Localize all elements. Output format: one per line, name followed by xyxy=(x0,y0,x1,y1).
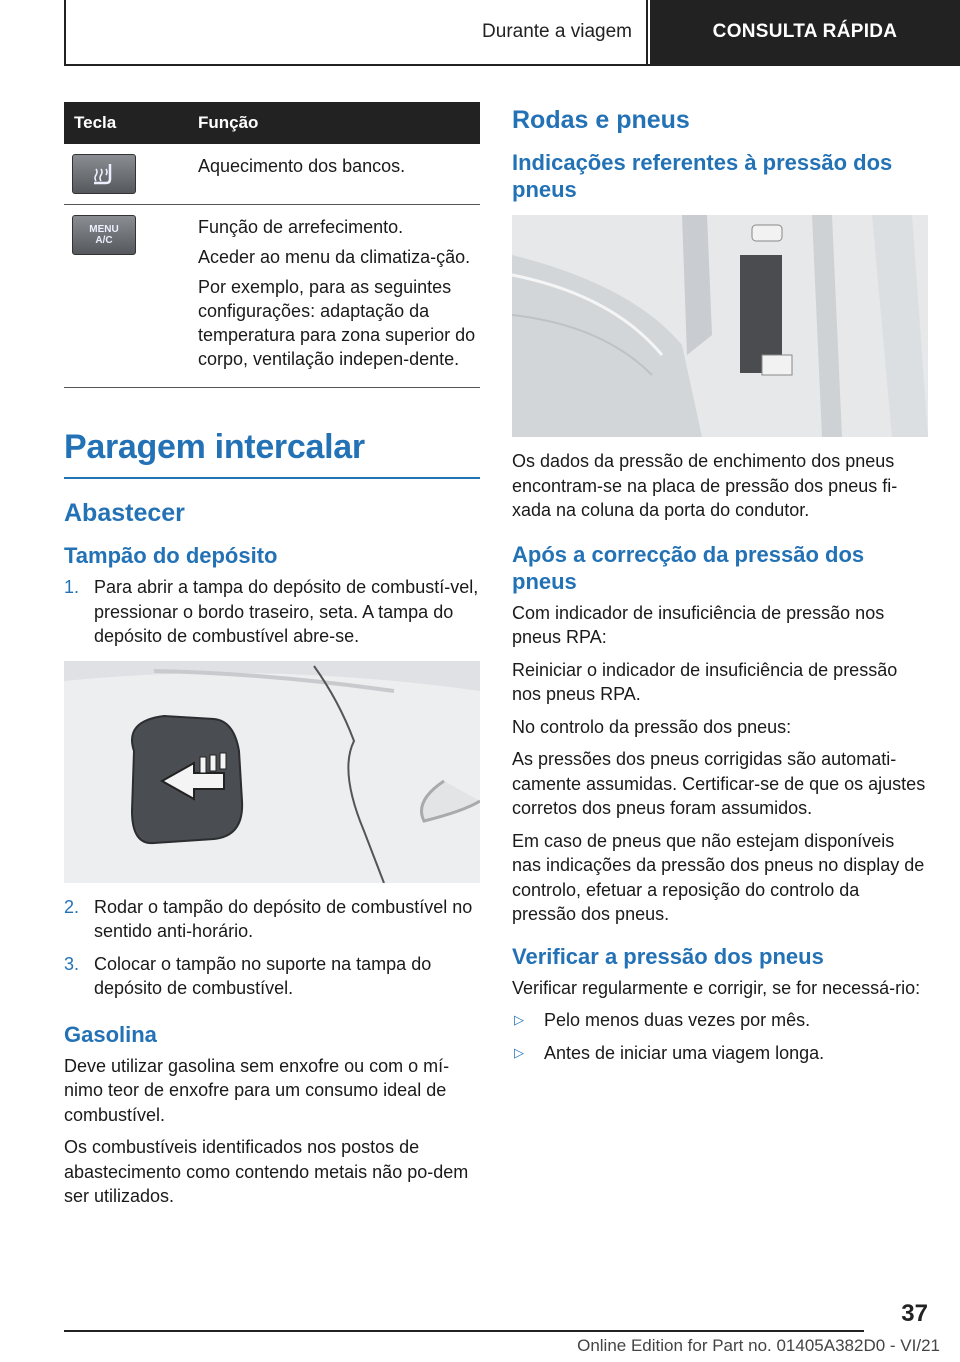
table-row xyxy=(64,144,480,205)
subsection-heading: Gasolina xyxy=(64,1021,157,1047)
key-function-table xyxy=(64,102,480,388)
left-column xyxy=(64,102,480,1217)
paragraph: Deve utilizar gasolina sem enxofre ou com o mí-nimo teor de enxofre para um consumo ideal de combustível. xyxy=(64,1055,450,1125)
key-cell xyxy=(64,154,184,194)
section-heading: Abastecer xyxy=(64,499,185,527)
function-cell xyxy=(184,154,480,194)
table-header xyxy=(64,102,480,144)
function-text: Aceder ao menu da climatiza-ção. xyxy=(198,247,471,267)
step-number: 3. xyxy=(64,953,80,974)
function-cell xyxy=(184,215,480,377)
door-pillar-illustration xyxy=(512,215,928,437)
function-text: Aquecimento dos bancos. xyxy=(198,156,406,176)
step-text: Para abrir a tampa do depósito de combustí-vel, pressionar o bordo traseiro, seta. A tampa do depósito de combustível abre-se. xyxy=(94,577,479,646)
fuel-flap-illustration xyxy=(64,661,480,883)
column-header-function: Função xyxy=(198,113,259,132)
list-item xyxy=(64,952,480,1001)
key-cell xyxy=(64,215,184,377)
menu-label: MENU xyxy=(89,224,119,235)
list-item xyxy=(64,575,480,649)
step-text: Rodar o tampão do depósito de combustível no sentido anti-horário. xyxy=(94,896,473,941)
chapter-heading: Paragem intercalar xyxy=(64,428,480,479)
right-column xyxy=(512,102,928,1073)
triangle-bullet-icon: ▷ xyxy=(514,1012,524,1027)
footer-rule xyxy=(64,1330,864,1332)
menu-ac-icon xyxy=(72,215,136,255)
step-number: 2. xyxy=(64,896,80,917)
column-header-key: Tecla xyxy=(74,113,117,132)
list-item xyxy=(64,895,480,944)
paragraph: Os dados da pressão de enchimento dos pneus encontram-se na placa de pressão dos pneus fi-xada na coluna da porta do condutor. xyxy=(512,451,898,520)
page-number: 37 xyxy=(901,1300,928,1327)
paragraph: Com indicador de insuficiência de pressão nos pneus RPA: xyxy=(512,602,885,647)
ac-label: A/C xyxy=(95,235,113,246)
function-text: Função de arrefecimento. xyxy=(198,217,404,237)
function-text: Por exemplo, para as seguintes configurações: adaptação da temperatura para zona superior do corpo, ventilação indepen-dente. xyxy=(198,277,476,369)
paragraph: As pressões dos pneus corrigidas são automati-camente assumidas. Certificar-se de que os ajustes corretos dos pneus foram assumidos. xyxy=(512,749,926,818)
list-item xyxy=(512,1008,928,1033)
paragraph: Verificar regularmente e corrigir, se for necessá-rio: xyxy=(512,977,921,998)
subsection-heading: Após a correcção da pressão dos pneus xyxy=(512,541,865,594)
seat-heating-icon xyxy=(72,154,136,194)
paragraph: Os combustíveis identificados nos postos de abastecimento como contendo metais não po-dem ser utilizados. xyxy=(64,1137,469,1206)
bullet-text: Antes de iniciar uma viagem longa. xyxy=(544,1042,825,1063)
step-text: Colocar o tampão no suporte na tampa do depósito de combustível. xyxy=(94,953,432,998)
section-title: Durante a viagem xyxy=(66,0,648,64)
triangle-bullet-icon: ▷ xyxy=(514,1044,524,1060)
paragraph: Reiniciar o indicador de insuficiência de pressão nos pneus RPA. xyxy=(512,659,898,704)
quick-reference-tab[interactable]: CONSULTA RÁPIDA xyxy=(650,0,960,64)
subsection-heading: Tampão do depósito xyxy=(64,543,278,568)
step-number: 1. xyxy=(64,577,80,597)
subsection-heading: Verificar a pressão dos pneus xyxy=(512,943,824,969)
bullet-text: Pelo menos duas vezes por mês. xyxy=(544,1010,811,1030)
edition-note: Online Edition for Part no. 01405A382D0 - VI/21 xyxy=(577,1336,940,1355)
paragraph: Em caso de pneus que não estejam disponíveis nas indicações da pressão dos pneus no display de controlo, efetuar a reposição do controlo da pressão dos pneus. xyxy=(512,830,925,924)
paragraph: No controlo da pressão dos pneus: xyxy=(512,716,792,737)
subsection-heading: Indicações referentes à pressão dos pneus xyxy=(512,150,893,202)
table-row xyxy=(64,205,480,388)
section-heading: Rodas e pneus xyxy=(512,106,690,134)
list-item xyxy=(512,1041,928,1066)
header-bottom-rule xyxy=(64,64,960,66)
